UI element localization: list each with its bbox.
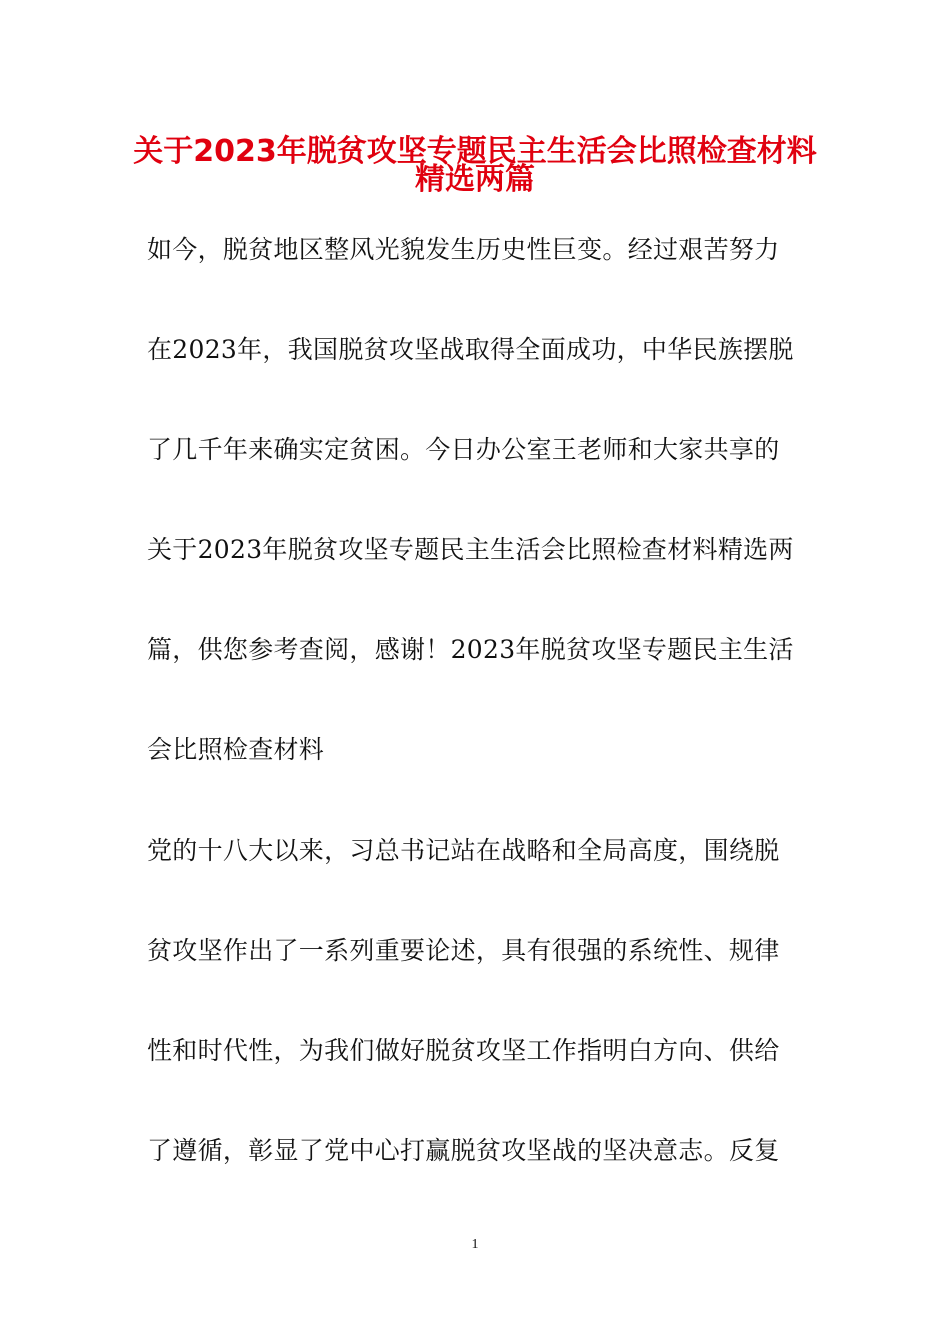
document-title-line-1: 关于2023年脱贫攻坚专题民主生活会比照检查材料 bbox=[133, 134, 817, 169]
body-line-6: 会比照检查材料 bbox=[147, 735, 325, 764]
body-line-3: 了几千年来确实定贫困。今日办公室王老师和大家共享的 bbox=[147, 435, 780, 464]
body-line-10: 了遵循，彰显了党中心打赢脱贫攻坚战的坚决意志。反复 bbox=[147, 1136, 780, 1165]
body-line-2: 在2023年，我国脱贫攻坚战取得全面成功，中华民族摆脱 bbox=[147, 335, 794, 364]
page-number: 1 bbox=[471, 1237, 479, 1252]
document-title-line-2: 精选两篇 bbox=[415, 162, 535, 197]
body-line-5: 篇，供您参考查阅，感谢！2023年脱贫攻坚专题民主生活 bbox=[147, 635, 794, 664]
body-line-4: 关于2023年脱贫攻坚专题民主生活会比照检查材料精选两 bbox=[147, 535, 794, 564]
body-line-1: 如今，脱贫地区整风光貌发生历史性巨变。经过艰苦努力 bbox=[147, 235, 780, 264]
body-line-8: 贫攻坚作出了一系列重要论述，具有很强的系统性、规律 bbox=[147, 936, 780, 965]
body-line-9: 性和时代性，为我们做好脱贫攻坚工作指明白方向、供给 bbox=[147, 1036, 780, 1065]
body-line-7: 党的十八大以来，习总书记站在战略和全局高度，围绕脱 bbox=[147, 836, 780, 865]
